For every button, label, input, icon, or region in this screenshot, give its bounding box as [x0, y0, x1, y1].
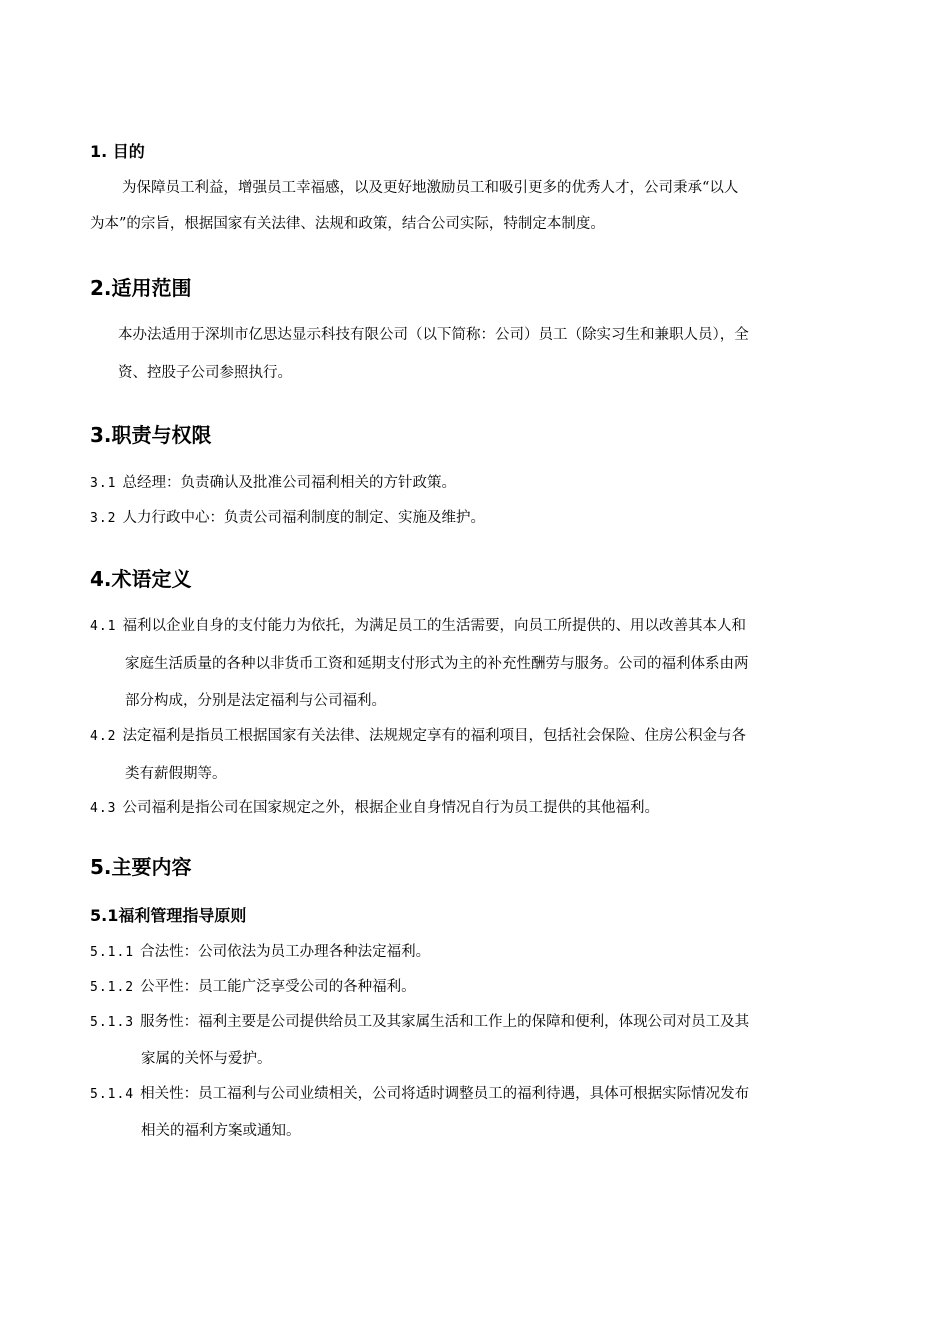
- section-3-item-2: [90, 506, 485, 527]
- section-1-title: 1. 目的: [90, 142, 145, 161]
- item-number: 4.3: [90, 801, 117, 816]
- section-4-item-1-line-3: 部分构成，分别是法定福利与公司福利。: [125, 693, 386, 709]
- section-5-1-3-line-1: [90, 1010, 749, 1031]
- item-text: 法定福利是指员工根据国家有关法律、法规规定享有的福利项目，包括社会保险、住房公积金与各: [122, 728, 746, 744]
- item-number: 5.1.3: [90, 1015, 135, 1030]
- section-4-title: 4.术语定义: [90, 567, 192, 591]
- item-number: 3.1: [90, 476, 117, 491]
- section-5-title: 5.主要内容: [90, 855, 192, 879]
- section-5-1-3-line-2: 家属的关怀与爱护。: [141, 1051, 272, 1067]
- item-text: 相关性：员工福利与公司业绩相关，公司将适时调整员工的福利待遇，具体可根据实际情况发布: [140, 1086, 750, 1102]
- item-text: 福利以企业自身的支付能力为依托，为满足员工的生活需要，向员工所提供的、用以改善其本人和: [122, 618, 746, 634]
- item-number: 5.1.4: [90, 1087, 135, 1102]
- item-number: 5.1.2: [90, 980, 135, 995]
- section-2-line-2: 资、控股子公司参照执行。: [118, 365, 292, 381]
- section-5-1-2: [90, 975, 416, 996]
- document-page: [90, 0, 862, 1344]
- section-5-1-4-line-1: [90, 1082, 749, 1103]
- section-4-item-3-line-1: [90, 796, 659, 817]
- section-5-1-title: 5.1福利管理指导原则: [90, 906, 247, 925]
- item-text: 公平性：员工能广泛享受公司的各种福利。: [140, 979, 416, 995]
- section-4-item-1-line-1: [90, 614, 746, 635]
- section-3-item-1: [90, 471, 456, 492]
- section-2-title: 2.适用范围: [90, 276, 192, 300]
- section-4-item-2-line-1: [90, 724, 746, 745]
- section-1-line-2: 为本”的宗旨，根据国家有关法律、法规和政策，结合公司实际，特制定本制度。: [90, 216, 605, 232]
- item-text: 总经理：负责确认及批准公司福利相关的方针政策。: [122, 475, 456, 491]
- section-1-line-1: 为保障员工利益，增强员工幸福感，以及更好地激励员工和吸引更多的优秀人才，公司秉承“以人: [122, 180, 739, 196]
- section-5-1-4-line-2: 相关的福利方案或通知。: [141, 1123, 301, 1139]
- section-4-item-1-line-2: 家庭生活质量的各种以非货币工资和延期支付形式为主的补充性酬劳与服务。公司的福利体系由两: [125, 656, 749, 672]
- section-3-title: 3.职责与权限: [90, 423, 212, 447]
- section-2-line-1: 本办法适用于深圳市亿思达显示科技有限公司（以下简称：公司）员工（除实习生和兼职人员），全: [118, 327, 749, 343]
- item-text: 公司福利是指公司在国家规定之外，根据企业自身情况自行为员工提供的其他福利。: [122, 800, 659, 816]
- item-number: 5.1.1: [90, 945, 135, 960]
- item-number: 4.2: [90, 729, 117, 744]
- section-4-item-2-line-2: 类有薪假期等。: [125, 766, 227, 782]
- item-number: 4.1: [90, 619, 117, 634]
- item-text: 合法性：公司依法为员工办理各种法定福利。: [140, 944, 431, 960]
- item-text: 人力行政中心：负责公司福利制度的制定、实施及维护。: [122, 510, 485, 526]
- section-5-1-1: [90, 940, 430, 961]
- item-text: 服务性：福利主要是公司提供给员工及其家属生活和工作上的保障和便利，体现公司对员工及其: [140, 1014, 750, 1030]
- item-number: 3.2: [90, 511, 117, 526]
